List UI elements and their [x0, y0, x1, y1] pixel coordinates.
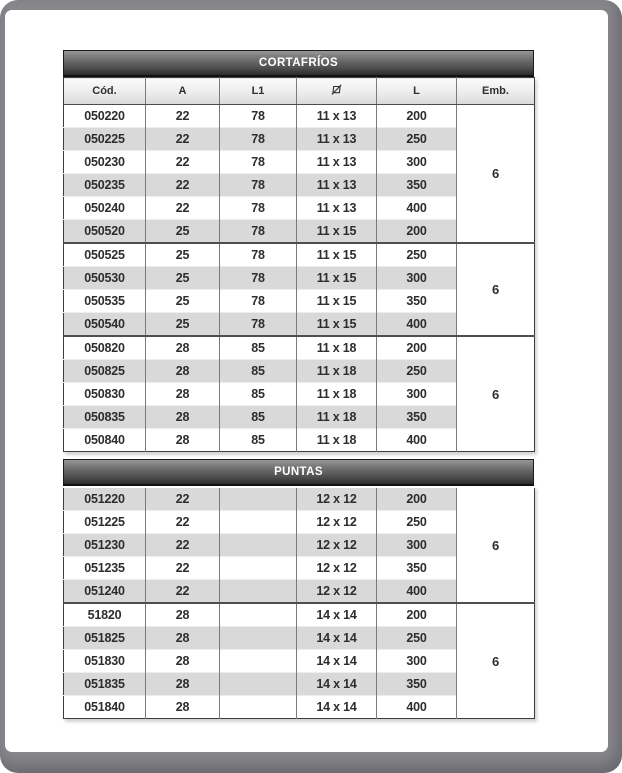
table-title-bar — [63, 459, 534, 486]
cell: 050240 — [64, 197, 146, 220]
cell: 78 — [220, 220, 297, 244]
cell: 400 — [377, 580, 457, 604]
cell: 350 — [377, 406, 457, 429]
cell: 78 — [220, 290, 297, 313]
column-header-a: A — [146, 78, 220, 105]
cell: 200 — [377, 220, 457, 244]
cell: 050835 — [64, 406, 146, 429]
cell: 050840 — [64, 429, 146, 452]
cell: 14 x 14 — [297, 673, 377, 696]
cell: 22 — [146, 151, 220, 174]
table-title: PUNTAS — [274, 466, 323, 478]
cell: 051235 — [64, 557, 146, 580]
cell: 200 — [377, 336, 457, 360]
cell: 200 — [377, 603, 457, 627]
cell: 22 — [146, 128, 220, 151]
cell: 14 x 14 — [297, 603, 377, 627]
cell: 11 x 18 — [297, 336, 377, 360]
cell: 050530 — [64, 267, 146, 290]
cell: 25 — [146, 313, 220, 337]
cell: 050235 — [64, 174, 146, 197]
cell: 78 — [220, 105, 297, 128]
cell: 051225 — [64, 511, 146, 534]
cell: 051830 — [64, 650, 146, 673]
cell: 28 — [146, 336, 220, 360]
cell: 11 x 13 — [297, 105, 377, 128]
cell: 85 — [220, 406, 297, 429]
cell: 050830 — [64, 383, 146, 406]
table-row — [64, 336, 535, 360]
cell: 11 x 15 — [297, 267, 377, 290]
cell: 85 — [220, 429, 297, 452]
cell — [220, 487, 297, 511]
cell: 12 x 12 — [297, 534, 377, 557]
cell: 28 — [146, 673, 220, 696]
cell: 11 x 15 — [297, 243, 377, 267]
cell: 78 — [220, 151, 297, 174]
cell: 78 — [220, 197, 297, 220]
emb-value: 6 — [457, 243, 535, 336]
cell: 25 — [146, 267, 220, 290]
table-cortafrios — [63, 50, 534, 452]
cell — [220, 627, 297, 650]
cell: 11 x 18 — [297, 429, 377, 452]
cell: 85 — [220, 360, 297, 383]
table-row — [64, 105, 535, 128]
cell: 300 — [377, 267, 457, 290]
cell: 050825 — [64, 360, 146, 383]
cell: 28 — [146, 627, 220, 650]
cell: 11 x 18 — [297, 360, 377, 383]
cell: 050520 — [64, 220, 146, 244]
cell — [220, 650, 297, 673]
cell: 14 x 14 — [297, 696, 377, 719]
column-header-l1: L1 — [220, 78, 297, 105]
table-row — [64, 487, 535, 511]
table-row — [64, 603, 535, 627]
cell: 78 — [220, 267, 297, 290]
cell: 85 — [220, 336, 297, 360]
puntas-table — [63, 486, 535, 719]
cell: 28 — [146, 360, 220, 383]
cell — [220, 557, 297, 580]
cell: 400 — [377, 313, 457, 337]
cell: 22 — [146, 487, 220, 511]
cell: 14 x 14 — [297, 627, 377, 650]
cell: 350 — [377, 557, 457, 580]
cell: 200 — [377, 105, 457, 128]
cell: 050230 — [64, 151, 146, 174]
cell: 051220 — [64, 487, 146, 511]
cell: 051240 — [64, 580, 146, 604]
cell: 11 x 15 — [297, 220, 377, 244]
cell: 25 — [146, 220, 220, 244]
cell: 350 — [377, 174, 457, 197]
cell: 050820 — [64, 336, 146, 360]
cell: 250 — [377, 360, 457, 383]
emb-value: 6 — [457, 603, 535, 719]
cell: 22 — [146, 557, 220, 580]
cell: 400 — [377, 429, 457, 452]
table-title-bar — [63, 50, 534, 77]
cell: 050540 — [64, 313, 146, 337]
cell — [220, 603, 297, 627]
cell: 14 x 14 — [297, 650, 377, 673]
cell: 050525 — [64, 243, 146, 267]
cell: 050225 — [64, 128, 146, 151]
cell: 22 — [146, 105, 220, 128]
table-title: CORTAFRÍOS — [258, 57, 339, 69]
cell: 11 x 13 — [297, 174, 377, 197]
cell: 12 x 12 — [297, 557, 377, 580]
cell: 400 — [377, 197, 457, 220]
cell: 11 x 15 — [297, 313, 377, 337]
cell: 051825 — [64, 627, 146, 650]
emb-value: 6 — [457, 487, 535, 603]
cell: 78 — [220, 243, 297, 267]
cell: 78 — [220, 313, 297, 337]
cell: 28 — [146, 406, 220, 429]
cell: 11 x 15 — [297, 290, 377, 313]
cell: 22 — [146, 534, 220, 557]
cell: 051835 — [64, 673, 146, 696]
cortafrios-table — [63, 77, 535, 452]
cell: 200 — [377, 487, 457, 511]
column-header-section — [297, 78, 377, 105]
table-puntas — [63, 459, 534, 719]
cell: 250 — [377, 243, 457, 267]
cell: 28 — [146, 650, 220, 673]
emb-value: 6 — [457, 336, 535, 452]
cell: 300 — [377, 534, 457, 557]
cell: 050220 — [64, 105, 146, 128]
cell: 28 — [146, 603, 220, 627]
cell: 11 x 13 — [297, 151, 377, 174]
cell: 22 — [146, 511, 220, 534]
cell — [220, 580, 297, 604]
cell: 25 — [146, 290, 220, 313]
cell: 12 x 12 — [297, 511, 377, 534]
table-row — [64, 243, 535, 267]
cell: 350 — [377, 673, 457, 696]
cell: 250 — [377, 511, 457, 534]
cell: 400 — [377, 696, 457, 719]
cell: 11 x 13 — [297, 197, 377, 220]
cell: 22 — [146, 197, 220, 220]
cell: 300 — [377, 650, 457, 673]
cell: 11 x 18 — [297, 406, 377, 429]
cell: 22 — [146, 580, 220, 604]
square-section-icon — [330, 83, 343, 96]
cell: 300 — [377, 151, 457, 174]
cell — [220, 696, 297, 719]
cell: 11 x 18 — [297, 383, 377, 406]
cell: 300 — [377, 383, 457, 406]
cell — [220, 511, 297, 534]
cell: 250 — [377, 627, 457, 650]
column-header-cod: Cód. — [64, 78, 146, 105]
cell: 051840 — [64, 696, 146, 719]
cell: 051230 — [64, 534, 146, 557]
cell: 12 x 12 — [297, 580, 377, 604]
emb-value: 6 — [457, 105, 535, 244]
cell: 350 — [377, 290, 457, 313]
cell: 28 — [146, 429, 220, 452]
cell: 28 — [146, 696, 220, 719]
cell: 78 — [220, 174, 297, 197]
cell: 22 — [146, 174, 220, 197]
cell: 78 — [220, 128, 297, 151]
column-header-emb: Emb. — [457, 78, 535, 105]
cell: 25 — [146, 243, 220, 267]
cell: 85 — [220, 383, 297, 406]
cell — [220, 534, 297, 557]
column-header-row — [64, 78, 535, 105]
column-header-l: L — [377, 78, 457, 105]
cell: 28 — [146, 383, 220, 406]
cell: 51820 — [64, 603, 146, 627]
cell: 11 x 13 — [297, 128, 377, 151]
catalog-page — [5, 10, 608, 752]
cell: 250 — [377, 128, 457, 151]
cell: 050535 — [64, 290, 146, 313]
cell: 12 x 12 — [297, 487, 377, 511]
cell — [220, 673, 297, 696]
